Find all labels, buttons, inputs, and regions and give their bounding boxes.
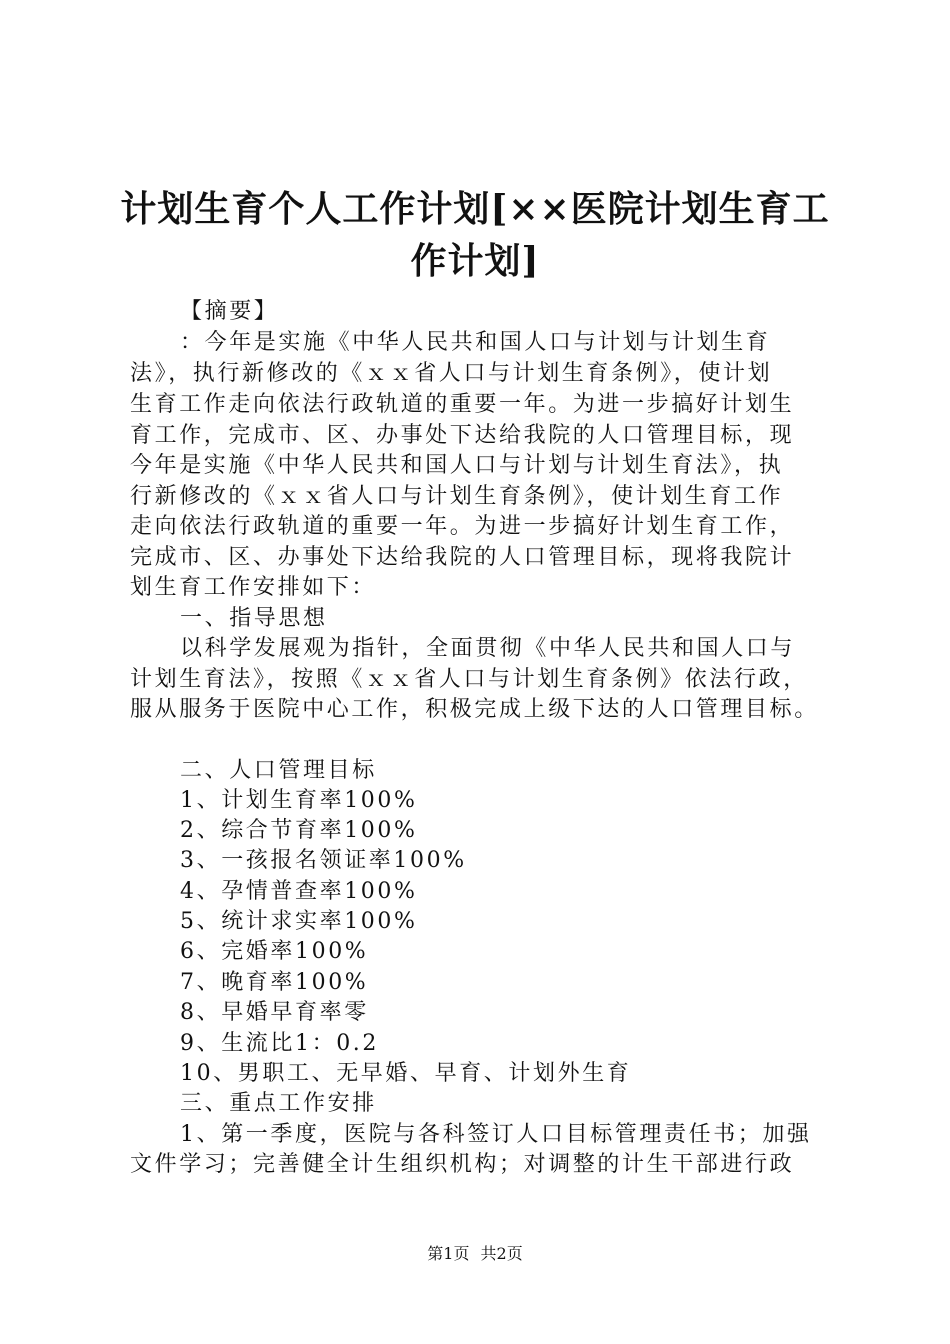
paragraph-line: 育工作，完成市、区、办事处下达给我院的人口管理目标，现 [130,423,795,448]
paragraph-line: 今年是实施《中华人民共和国人口与计划与计划生育法》，执 [130,453,784,478]
page-total: 共2页 [480,1244,523,1263]
list-item: 1、计划生育率100% [180,788,418,813]
abstract-heading: 【摘要】 [180,299,279,324]
list-item: 7、晚育率100% [180,970,369,995]
list-item: 3、一孩报名领证率100% [180,848,467,873]
document-title-line-2: 作计划] [410,240,540,282]
section-heading: 三、重点工作安排 [180,1091,377,1116]
paragraph-line: 生育工作走向依法行政轨道的重要一年。为进一步搞好计划生 [130,392,795,417]
paragraph-line: 法》，执行新修改的《ｘｘ省人口与计划生育条例》，使计划 [130,361,773,386]
paragraph-line: 1、第一季度，医院与各科签订人口目标管理责任书；加强 [180,1122,812,1147]
list-item: 5、统计求实率100% [180,909,418,934]
paragraph-line: 以科学发展观为指针，全面贯彻《中华人民共和国人口与 [180,636,796,661]
paragraph-line: 完成市、区、办事处下达给我院的人口管理目标，现将我院计 [130,545,795,570]
paragraph-line: 计划生育法》，按照《ｘｘ省人口与计划生育条例》依法行政， [130,667,808,692]
paragraph-line: 划生育工作安排如下： [130,575,377,600]
list-item: 2、综合节育率100% [180,818,418,843]
document-title-line-1: 计划生育个人工作计划[××医院计划生育工 [120,188,830,230]
page-number: 第1页 [427,1244,470,1263]
paragraph-line: ：今年是实施《中华人民共和国人口与计划与计划生育 [180,330,771,355]
list-item: 9、生流比1：0.2 [180,1031,379,1056]
list-item: 6、完婚率100% [180,939,369,964]
paragraph-line: 走向依法行政轨道的重要一年。为进一步搞好计划生育工作， [130,514,795,539]
list-item: 8、早婚早育率零 [180,1000,369,1025]
paragraph-line: 服从服务于医院中心工作，积极完成上级下达的人口管理目标。 [130,697,819,722]
list-item: 4、孕情普查率100% [180,879,418,904]
list-item: 10、男职工、无早婚、早育、计划外生育 [180,1061,632,1086]
paragraph-line: 行新修改的《ｘｘ省人口与计划生育条例》，使计划生育工作 [130,484,784,509]
section-heading: 二、人口管理目标 [180,758,377,783]
section-heading: 一、指导思想 [180,606,328,631]
paragraph-line: 文件学习；完善健全计生组织机构；对调整的计生干部进行政 [130,1152,795,1177]
page-footer [0,1243,950,1265]
